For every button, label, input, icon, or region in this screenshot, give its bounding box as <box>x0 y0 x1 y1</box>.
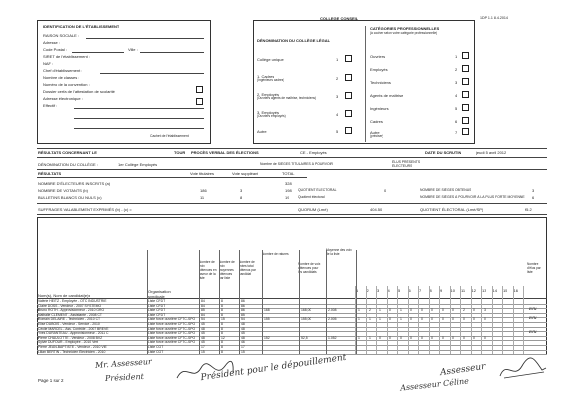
table-column-line <box>262 250 263 354</box>
table-column-line <box>299 250 300 354</box>
candidate-org: Liste force ouvrière CFTC-SPO <box>148 335 196 340</box>
qe2-label: QUORUM (Lmé) <box>298 207 328 212</box>
etab-line: Nombre de classes : <box>43 75 80 80</box>
table-cell: 155 <box>264 317 270 322</box>
table-cell: 0 <box>452 308 454 313</box>
rank-number: 1 <box>356 288 359 293</box>
category-num: 6 <box>455 119 458 124</box>
table-cell: 0 <box>442 335 444 340</box>
table-column-line <box>219 250 220 354</box>
college-line-elus-sub: ÉLECTEURS <box>392 164 413 168</box>
category-num: 7 <box>455 130 458 135</box>
table-cell: 1 <box>369 335 371 340</box>
rank-column-line <box>408 286 409 354</box>
college-item-label: 2. Employés <box>257 92 280 97</box>
table-cell: 0 <box>484 317 486 322</box>
college-checkbox[interactable] <box>345 92 352 99</box>
table-cell: 17 <box>241 345 245 349</box>
rank-number: 6 <box>408 288 411 293</box>
college-item-num: 5 <box>336 129 339 134</box>
table-cell: 17 <box>201 345 205 349</box>
etab-fill-line <box>74 108 204 109</box>
table-cell: 0 <box>421 317 423 322</box>
etab-fill-line <box>140 52 204 53</box>
rank-number: 9 <box>440 288 443 293</box>
table-cell: 8 <box>221 326 223 331</box>
table-col-moyenne: Nombre de voix moyennes obtenues par liste <box>219 260 235 280</box>
college-checkbox[interactable] <box>345 127 352 134</box>
table-cell: 8 <box>221 303 223 308</box>
table-cell: 1 <box>400 308 402 313</box>
table-cell: 2.005 <box>328 317 337 322</box>
table-cell: 48 <box>201 326 205 331</box>
table-cell: 0 <box>484 335 486 340</box>
table-cell: 45 <box>241 331 245 336</box>
rank-column-line <box>429 286 430 354</box>
rank-number: 12 <box>471 288 476 293</box>
table-cell: 0 <box>37 317 39 322</box>
table-cell: 15 <box>201 349 205 354</box>
table-cell: 0 <box>410 308 412 313</box>
table-cell: 2 <box>463 308 465 313</box>
qe-sub: Quotient électoral <box>298 195 325 199</box>
result-bar-label: RÉSULTATS CONCERNANT LE <box>38 150 97 155</box>
result-bar-bottom <box>37 157 547 158</box>
college-item-num: 1 <box>336 57 339 62</box>
table-cell: 0 <box>431 308 433 313</box>
etab-seal-label: Cachet de l'établissement <box>150 134 189 138</box>
quotient-value: f5.2 <box>525 207 532 212</box>
table-cell: 0 <box>473 308 475 313</box>
table-col-elus: Nombre d'élus par liste <box>527 262 541 274</box>
category-checkbox[interactable] <box>462 78 469 85</box>
table-cell: 54 <box>241 317 245 322</box>
table-cell: 0 <box>37 308 39 313</box>
rank-number: 14 <box>492 288 497 293</box>
table-cell: 168,00 <box>301 308 312 313</box>
etab-ville-label: Ville : <box>128 47 138 52</box>
results-row-sup: 3 <box>240 188 243 193</box>
table-cell: 86 <box>241 303 245 308</box>
category-sub: (préciser) <box>370 134 384 138</box>
table-cell: 0 <box>442 308 444 313</box>
signature: Président <box>104 371 145 384</box>
table-column-line <box>239 250 240 354</box>
table-cell: 54 <box>201 317 205 322</box>
category-label: Cadres <box>370 119 383 124</box>
signature: Président pour le dépouillement <box>200 352 348 384</box>
establishment-title: IDENTIFICATION DE L'ÉTABLISSEMENT <box>43 24 120 29</box>
college-item-label: 3. Employés <box>257 110 280 115</box>
table-column-line <box>147 250 148 354</box>
college-divider <box>365 26 366 142</box>
college-line-value: 1er Collège Employés <box>118 162 158 167</box>
table-cell: 0 <box>410 335 412 340</box>
table-cell: 15 <box>221 317 225 322</box>
qe-value: 0 <box>384 188 387 193</box>
etab-line: Chef d'établissement : <box>43 68 83 73</box>
table-cell: 1 <box>358 317 360 322</box>
category-checkbox[interactable] <box>462 128 469 135</box>
category-checkbox[interactable] <box>462 91 469 98</box>
results-row-total: 328 <box>285 181 292 186</box>
table-cell: 45 <box>201 331 205 336</box>
rank-number: 2 <box>366 288 369 293</box>
college-item-num: 4 <box>336 112 339 117</box>
results-row-label: NOMBRE DE VOTANTS (b) <box>38 188 88 193</box>
category-checkbox[interactable] <box>462 65 469 72</box>
table-cell: 168 <box>264 308 270 313</box>
table-cell: 48 <box>201 335 205 340</box>
table-col-votes: Nombre de voix obtenues en faveur de la liste <box>199 260 217 280</box>
qe2-value: 404.50 <box>370 207 383 212</box>
table-cell: 0 <box>452 317 454 322</box>
college-item-sub: (Ingénieurs cadres) <box>257 78 285 82</box>
table-column-line <box>326 250 327 354</box>
signature: Assesseur <box>439 361 487 379</box>
rank-column-line <box>355 286 359 354</box>
candidate-name: Yves DURANTEAU - Approvisionneur - 2011 C <box>38 331 109 336</box>
etab-fill-line <box>74 128 204 129</box>
results-row-tit: 186 <box>200 188 207 193</box>
rank-column-line <box>450 286 451 354</box>
table-cell: 0 <box>400 335 402 340</box>
rank-number: 11 <box>461 288 466 293</box>
table-cell: 1 <box>358 335 360 340</box>
rank-number: 8 <box>429 288 432 293</box>
categories-title: CATÉGORIES PROFESSIONNELLES <box>370 26 440 31</box>
candidate-name: Pierre JEAN-BAPTISTE - Vendeur - 2010 VIE <box>38 345 107 349</box>
exprimes-label: SUFFRAGES VALABLEMENT EXPRIMÉS (b) - (c) = <box>38 207 132 212</box>
results-row-label: BULLETINS BLANCS OU NULS (c) <box>38 195 102 200</box>
etab-fill-line <box>100 73 204 74</box>
etab-line: RAISON SOCIALE : <box>43 33 80 38</box>
table-cell: 85 <box>201 308 205 313</box>
results-row-sup: 8 <box>240 195 243 200</box>
candidate-org: Liste CFDT <box>148 303 166 308</box>
college-header: COLLEGE CONSEIL <box>320 16 359 21</box>
category-checkbox[interactable] <box>462 117 469 124</box>
rank-number: 5 <box>398 288 401 293</box>
results-row-label: NOMBRE D'ÉLECTEURS INSCRITS (a) <box>38 181 111 186</box>
table-cell: 84 <box>201 303 205 308</box>
table-col-org: Organisation syndicale <box>148 289 171 299</box>
etab-line: SIRET de l'établissement : <box>43 54 90 59</box>
table-cell: 8 <box>221 331 223 336</box>
etab-fill-line <box>72 52 124 53</box>
table-cell: 8 <box>221 312 223 317</box>
candidate-org: Liste CGT <box>148 349 164 354</box>
college-line-elus: ÉLUS PRÉSENTS <box>392 160 421 164</box>
college-item-label: Collège unique <box>257 57 284 62</box>
results-row-total: 198 <box>285 188 292 193</box>
table-cell: 84 <box>201 312 205 317</box>
table-cell: 0 <box>473 335 475 340</box>
table-col-ratures: Nombre de ratures <box>262 252 289 256</box>
table-cell: 0 <box>431 317 433 322</box>
table-cell: 48 <box>241 322 245 326</box>
table-cell: 1 <box>400 317 402 322</box>
table-col-moyenne2: Moyenne des voix de la liste <box>326 248 352 256</box>
category-label: Techniciens <box>370 80 391 85</box>
etab-fill-line <box>74 118 204 119</box>
table-cell: 86 <box>241 308 245 313</box>
result-bar-date: jeudi 5 avril 2012 <box>476 150 507 155</box>
etab-line: Adresse électronique : <box>43 96 83 101</box>
rank-column-line <box>460 286 461 354</box>
college-item-num: 2 <box>336 76 339 81</box>
candidate-org: Liste CGT <box>148 345 164 349</box>
table-cell: 8 <box>221 340 223 345</box>
category-label: Agents de maîtrise <box>370 93 404 98</box>
table-cell: 0 <box>431 335 433 340</box>
candidate-name: Nathalie CLÉMENT - Assistante - 2008 CT <box>38 312 103 317</box>
candidate-name: Valérie HEITZ - Employée - OTC INDUSTRIE <box>38 299 107 303</box>
candidate-name: Sylvie DUFOUR - Employée - 2010 Vert <box>38 340 99 345</box>
etab-line: Adresse : <box>43 40 60 45</box>
result-bar-date-label: DATE DU SCRUTIN <box>425 150 462 155</box>
candidate-org: Liste force ouvrière CFTC-SPO <box>148 322 196 326</box>
category-num: 4 <box>455 93 458 98</box>
college-item-sub: (Ouvriers employés) <box>257 114 286 118</box>
college-line-label: DÉNOMINATION DU COLLÈGE : <box>38 162 98 167</box>
rank-column-line <box>387 286 388 354</box>
signature-scribble <box>498 356 548 382</box>
rank-column-line <box>418 286 422 354</box>
candidate-org: Liste force ouvrière CFTC-SPO <box>148 317 196 322</box>
elu-mark: Élu <box>529 316 537 322</box>
etab-line: Dossier cerfa de l'attestation de scolarité <box>43 89 115 94</box>
college-item-num: 3 <box>336 94 339 99</box>
category-num: 3 <box>455 80 458 85</box>
table-cell: 152 <box>264 335 270 340</box>
table-cell: 0 <box>463 317 465 322</box>
category-label: Ingénieurs <box>370 106 389 111</box>
college-checkbox[interactable] <box>345 110 352 117</box>
etab-checkbox[interactable] <box>196 86 203 93</box>
rank-column-line <box>397 286 401 354</box>
denomination-title: DÉNOMINATION DU COLLÈGE LÉGAL <box>257 38 331 43</box>
qe-label: QUOTIENT ÉLECTORAL <box>298 188 337 192</box>
table-cell: 0 <box>421 335 423 340</box>
results-title: RÉSULTATS <box>38 171 62 176</box>
candidate-name: Romain DELAIRE - Technicien - 2010 CT <box>38 317 101 322</box>
result-bar-tour: TOUR <box>174 150 186 155</box>
table-cell: 0 <box>442 317 444 322</box>
rank-column-line <box>513 286 514 354</box>
table-cell: 2.008 <box>328 308 337 313</box>
table-cell: 1 <box>358 308 360 313</box>
category-num: 1 <box>455 54 458 59</box>
table-column-line <box>356 250 357 354</box>
divider <box>37 169 547 170</box>
rank-column-line <box>471 286 472 354</box>
table-col-votes-cand: Nombre de voix obtenues pour les candidats <box>298 262 321 274</box>
college-checkbox[interactable] <box>345 55 352 62</box>
table-cell: 0 <box>389 335 391 340</box>
results-col-total: TOTAL <box>282 171 295 176</box>
results-row-tit: 11 <box>200 195 205 200</box>
rank-column-line <box>376 286 380 354</box>
sieges-moyenne-value: 6 <box>532 195 535 200</box>
etab-fill-line <box>86 38 204 39</box>
table-cell: 1.052 <box>328 335 337 340</box>
table-col-name: Nom(s), Nom de candidat(e)s <box>38 293 91 298</box>
results-row-total: 19 <box>285 195 290 200</box>
table-cell: 8 <box>221 299 223 303</box>
table-cell: 155,00 <box>301 317 312 322</box>
table-cell: 46 <box>241 340 245 345</box>
table-cell: 45 <box>201 322 205 326</box>
table-cell: 45 <box>201 340 205 345</box>
rank-number: 7 <box>419 288 422 293</box>
table-cell: 8 <box>221 308 223 313</box>
rank-column-line <box>481 286 482 354</box>
table-cell: 0 <box>473 317 475 322</box>
signature-scribble <box>175 360 235 384</box>
rank-column-line <box>439 286 443 354</box>
table-cell: 2 <box>369 308 371 313</box>
divider <box>37 203 547 204</box>
rank-column-line <box>366 286 367 354</box>
table-cell: 48 <box>241 335 245 340</box>
table-cell: 85 <box>241 312 245 317</box>
rank-column-line <box>502 286 503 354</box>
table-col-total: Nombre de votes total obtenus par candidat <box>239 260 256 276</box>
table-cell: 48 <box>241 326 245 331</box>
table-cell: 0 <box>452 335 454 340</box>
candidate-name: Elise DUBOIS - Vendeur - Service - 2010 <box>38 322 100 326</box>
etab-checkbox[interactable] <box>196 98 203 105</box>
table-cell: 8 <box>221 349 223 354</box>
table-cell: 1 <box>379 317 381 322</box>
elu-mark: Élu <box>529 307 537 313</box>
rank-column-line <box>492 286 493 354</box>
candidate-name: Claire DOSS - Vendeur - 2007 SYSTEMO <box>38 303 102 308</box>
result-bar-pv-value: CE - Employés <box>300 150 327 155</box>
table-cell: 12 <box>221 335 225 340</box>
rank-number: 4 <box>387 288 390 293</box>
rank-column-line <box>523 286 524 354</box>
candidate-org: Liste CFDT <box>148 312 166 317</box>
rank-number: 15 <box>503 288 508 293</box>
etab-line: NAF : <box>43 61 54 66</box>
results-col-sup: Vote suppléant <box>232 171 259 176</box>
etab-line: Code Postal : <box>43 47 68 52</box>
table-cell: 0 <box>421 308 423 313</box>
candidate-org: Liste CFDT <box>148 299 166 303</box>
category-num: 5 <box>455 106 458 111</box>
table-cell: 1 <box>379 308 381 313</box>
result-bar-top <box>37 148 547 149</box>
college-item-label: 1. Cadres <box>257 74 275 79</box>
result-bar-pv: PROCÈS VERBAL DES ÉLECTIONS <box>191 150 259 155</box>
table-cell: 8 <box>221 345 223 349</box>
categories-sub: (à cocher selon votre catégorie professionnelle) <box>370 31 438 35</box>
candidate-org: Liste force ouvrière CFTC-SPO <box>148 331 196 336</box>
table-cell: 8 <box>221 322 223 326</box>
sieges-value: 3 <box>532 188 535 193</box>
signature: Mr. Assesseur <box>94 357 153 370</box>
category-label: Ouvriers <box>370 54 386 59</box>
table-cell: 15 <box>241 349 245 354</box>
table-cell: 0 <box>463 335 465 340</box>
table-cell: 0 <box>389 317 391 322</box>
candidate-org: Liste force ouvrière CFTC-SPO <box>148 340 196 345</box>
page-number: Page 1 sur 2 <box>38 378 64 383</box>
quotient-label: QUOTIENT ÉLECTORAL (Lmé/SP) <box>420 207 484 212</box>
sieges-label: NOMBRE DE SIÈGES OBTENUS <box>420 188 472 192</box>
results-col-tit: Vote titulaires <box>190 171 215 176</box>
table-cell: 52,5 <box>301 335 308 340</box>
table-cell: 1 <box>369 317 371 322</box>
etab-line: Effectif : <box>43 103 58 108</box>
table-cell: 0 <box>410 317 412 322</box>
table-cell: 0 <box>389 308 391 313</box>
college-item-sub: (Ouvriers agents de maîtrise, techniciens) <box>257 96 316 100</box>
table-column-line <box>199 250 200 354</box>
rank-number: 16 <box>513 288 518 293</box>
candidate-name: Bruno ROTH - Approvisionneur - 2010 GRO <box>38 308 105 313</box>
category-label: Employés <box>370 67 388 72</box>
category-num: 2 <box>455 67 458 72</box>
category-checkbox[interactable] <box>462 52 469 59</box>
candidate-name: Cécile MARCEL - Ass. Contrôle - 2007 BREVE <box>38 326 109 331</box>
divider <box>37 214 547 215</box>
candidate-name: Pierre CHAULOTTE - Vendeur - 2008 BVZ <box>38 335 103 340</box>
candidate-org: Liste CFDT <box>148 308 166 313</box>
elu-mark: Élu <box>529 330 537 336</box>
table-cell: 3 <box>484 308 486 313</box>
table-cell: 84 <box>201 299 205 303</box>
category-checkbox[interactable] <box>462 104 469 111</box>
sieges-moyenne-label: NOMBRE DE SIÈGES À POURVOIR À LA PLUS FORTE MOYENNE <box>420 195 525 199</box>
header-date: 1DP 1.1 8.4.2014 <box>480 16 508 20</box>
candidate-name: Lilian BERTIN - Technicien Électricien - 2010 <box>38 349 106 354</box>
table-cell: 86 <box>241 299 245 303</box>
divider <box>37 177 307 178</box>
signature: Assesseur Céline <box>399 376 470 393</box>
table-cell: 0 <box>379 335 381 340</box>
college-item-label: Autre <box>257 129 267 134</box>
college-checkbox[interactable] <box>345 74 352 81</box>
college-line-sieges: Nombre de SIÈGES TITULAIRES À POURVOIR <box>260 162 333 166</box>
etab-line: Numéro de la convention : <box>43 82 90 87</box>
candidate-org: Liste force ouvrière CFTC-SPO <box>148 326 196 331</box>
table-cell: 0 <box>37 335 39 340</box>
rank-number: 10 <box>450 288 455 293</box>
category-label: Autre <box>370 130 380 135</box>
rank-number: 3 <box>377 288 380 293</box>
rank-number: 13 <box>482 288 487 293</box>
